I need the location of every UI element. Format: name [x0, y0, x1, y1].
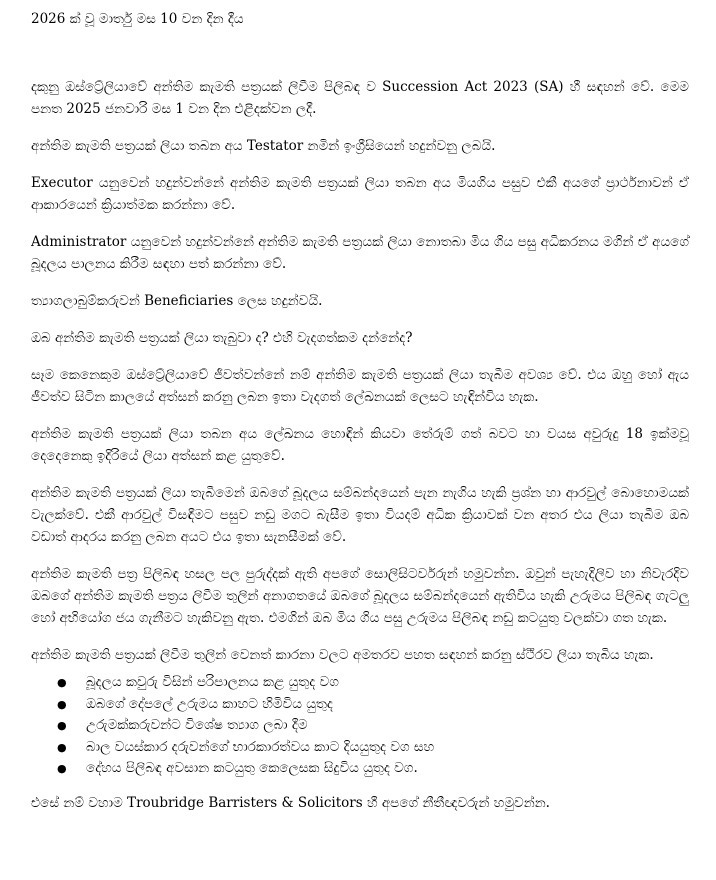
paragraph-disputes: අන්තිම කැමති පත්‍රයක් ලියා තැබීමෙන් ඔබගේ බූදලය සම්බන්දයෙන් පැන නැගිය හැකි ප්‍රශ්න හා ආරවුල් බොහොමයක් වැලක්වේ. එකී ආරවුල් විසඳීමට පසුව නඩු මගට බැසීම ඉතා වියදම් අධික ක්‍රියාවක් වන අතර එය ලියා තැබීම ඔබ වඩාත් ආදරය කරනු ලබන අයට එය ඉතා සැනසීමක් වේ. [31, 485, 689, 545]
bullet-icon: ● [57, 719, 67, 732]
paragraph-importance: සෑම කෙනෙකුම ඔස්ට්‍රේලියාවේ ජීවත්වන්නේ නම් අන්තිම කැමති පත්‍රයක් ලියා තැබීම අවශ්‍ය වේ. එය ඔහු හෝ ඇය ජීවත්ව සිටින කාලයේ අත්සන් කරනු ලබන ඉතා වැදගත් ලේඛනයක් ලෙසට හැඳින්විය හැක. [31, 367, 689, 405]
paragraph-administrator: Administrator යනුවෙන් හදුන්වන්නේ අන්තිම කැමති පත්‍රයක් ලියා නොතබා මිය ගිය පසු අධිකරනය මගින් ඒ අයගේ බූදලය පාලනය කිරීම සඳහා පත් කරන්නා වේ. [31, 234, 689, 272]
paragraph-closing: එසේ නම් වහාම Troubridge Barristers & Solicitors හී අපගේ නීතීඥවරුන් හමුවන්න. [31, 794, 550, 811]
bullet-icon: ● [57, 697, 67, 711]
list-item: ● දේහය පිලිබඳ අවසාන කටයුතු කෙලෙසක සිදුවිය යුතුද වග. [86, 758, 689, 780]
paragraph-executor: Executor යනුවෙන් හදුන්වන්නේ අන්තිම කැමති පත්‍රයක් ලියා තබන අය මියගිය පසුව එකී අයගේ ප්‍රාර්ථනාවන් ඒ ආකාරයෙන් ක්‍රියාත්මක කරන්නා වේ. [31, 175, 689, 213]
bullet-icon: ● [57, 676, 67, 689]
document-date: 2026 ක් වූ මාර්තු මස 10 වන දින දීය [31, 11, 244, 27]
paragraph-succession-act: දකුනු ඔස්ට්‍රේලියාවේ අන්තිම කැමති පත්‍රයක් ලිවීම පිලිබඳ ව Succession Act 2023 (SA) හී සඳහන් වේ. මෙම පනත 2025 ජනවාරි මස 1 වන දින එළිදක්වන ලදී. [31, 79, 689, 117]
list-item: ● බාල වයස්කාර දරුවන්ගේ භාරකාරත්වය කාට දියයුතුද වග සහ [86, 737, 689, 759]
list-item: ● උරුමක්කරුවන්ට විශේෂ ත්‍යාග ලබා දීම [86, 715, 689, 737]
bullet-icon: ● [57, 762, 67, 775]
bullet-icon: ● [57, 740, 67, 754]
paragraph-beneficiaries: ත්‍යාගලාබුම්කරුවන් Beneficiaries ලෙස හදුන්වයි. [31, 293, 323, 309]
paragraph-list-intro: අන්තිම කැමති පත්‍රයක් ලිවීම තුලින් වෙනත් කාරනා වලට අමතරව පහත සඳහන් කරනු ස්ථිරව ලියා තැබිය හැක. [31, 647, 654, 663]
list-item: ● බූදලය කවුරු විසින් පරිපාලනය කළ යුතුද වග [86, 672, 689, 694]
bullet-list [31, 672, 689, 780]
paragraph-witnesses: අන්තිම කැමති පත්‍රයක් ලියා තබන අය ලේඛනය හොඳින් කියවා තේරුම් ගත් බවට හා වයස අවුරුදු 18 ඉක්මවූ දෙදෙනෙකු ඉදිරියේ ලියා අත්සන් කළ යුතුවේ. [31, 426, 689, 464]
document-body [31, 76, 689, 829]
paragraph-solicitors: අන්තිම කැමති පත්‍ර පිලිබඳ හසල පල පුරුද්දක් ඇති අපගේ සොලිසිටර්වරුන් හමුවන්න. ඔවුන් පැහැදිලිව හා නිවැරදිව ඔබගේ අන්තිම කැමති පත්‍රය ලිවීම තුලින් අනාගතයේ ඔබගේ බූදලය සම්බන්දයෙන් ඇතිවිය හැකි උරුමය පිලිබඳ ගැටලු හෝ අභියෝග ජය ගැනීමට හැකිවනු ඇත. එමගින් ඔබ මිය ගිය පසු උරුමය පිලිබඳ නඩු කටයුතු වලක්වා ගත හැක. [31, 566, 689, 626]
paragraph-question: ඔබ අන්තිම කැමති පත්‍රයක් ලියා තැබුවා ද? එහි වැදගත්කම දන්නේද? [31, 330, 413, 346]
list-item: ● ඔබගේ දේපලේ උරුමය කාහට හිමිවිය යුතුද [86, 694, 689, 716]
paragraph-testator: අන්තිම කැමති පත්‍රයක් ලියා තබන අය Testator නමින් ඉංග්‍රීසියෙන් හදුන්වනු ලබයි. [31, 138, 496, 154]
